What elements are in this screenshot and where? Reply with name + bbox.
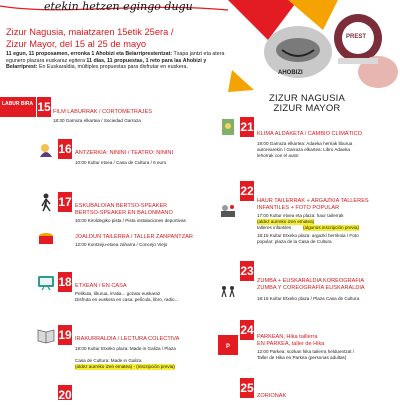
thumb-label: LABUR BIRA [2, 101, 34, 107]
event-note-spanish: (algunos inscripción previa) [303, 225, 359, 230]
event-day-18 [36, 272, 230, 312]
header-script-text: etekin hetzen egingo dugu [44, 0, 193, 13]
handball-icon [36, 192, 56, 212]
event-title: PARKEAN, Hika taillerra [257, 334, 318, 340]
page-title [6, 26, 228, 50]
event-day-24 [218, 320, 400, 365]
svg-text:P: P [225, 344, 231, 350]
title-line-basque: Zizur Nagusia, maiatzaren 15etik 25era / [6, 27, 174, 37]
place-title-basque: ZIZUR NAGUSIA [269, 93, 345, 104]
drum-icon [36, 228, 56, 248]
event-day-17 [36, 192, 230, 262]
event-desc-second: 12:00 Kontzeju-etxea zaharra / Concejo Viejo [75, 242, 168, 247]
event-desc-3: popular: plaza de la Casa de Cultura [257, 239, 332, 244]
place-title-spanish: ZIZUR MAYOR [273, 103, 341, 114]
tv-icon [36, 272, 56, 292]
event-day-21 [218, 117, 400, 167]
event-title: ESKUBALOIAN BERTSO-SPEAKER [75, 203, 168, 209]
event-title: KLIMA ALDAKETA / CAMBIO CLIMÁTICO [257, 131, 362, 137]
artwork-illustration [228, 0, 400, 92]
event-day-15 [0, 97, 230, 137]
theater-icon [36, 139, 56, 159]
event-title: FILM LABURRAK / CORTOMETRAJES [53, 109, 152, 115]
event-title: ZORIONAK [257, 393, 287, 399]
day-number: 25 [240, 378, 254, 398]
event-desc: 10:00 Kultur etxea / Casa de Cultura / 6 euro [75, 160, 167, 165]
climate-book-icon [218, 117, 238, 137]
day-number: 16 [58, 139, 72, 159]
event-desc-mid: talleres infantiles [257, 225, 292, 230]
event-desc-spanish: Disfruta en euskera en casa: película, libro, radio... [75, 297, 179, 302]
event-desc: 12:00 Parkea: sozkan hika tailerra helduentzat / [257, 349, 355, 354]
day-number: 17 [58, 192, 72, 212]
event-note: (aldez aurreko izen ematea) - (inscripción previa) [75, 364, 175, 369]
event-day-23 [218, 261, 400, 306]
artwork-label-prest: PREST [346, 34, 367, 40]
day-number: 24 [240, 320, 254, 340]
day-number: 23 [240, 261, 254, 281]
event-title: ZUMBA + EUSKARALDIA KOREOGRAFIA [257, 278, 365, 284]
intro-text [6, 51, 228, 71]
event-desc: 17:00 Kultur etxea eta plaza: haur tailerrak [257, 213, 344, 218]
day-number: 20 [58, 385, 72, 400]
event-desc: 19:00 Garraza elkartea: Adaeka herriak liburua [257, 141, 353, 146]
event-desc: 18:30 Garraza elkartea / Sociedad Garraza [53, 118, 141, 123]
day-number: 21 [240, 117, 254, 137]
day-number: 18 [58, 272, 72, 292]
event-desc-2: 18:15 Kultur Etxeko plaza: argazki herrikoia / Foto [257, 233, 359, 238]
event-day-25 [218, 378, 400, 400]
film-icon [0, 97, 36, 117]
intro-spanish-text: En Euskaraldia, múltiples propuestas para disfrutar en euskera. [37, 64, 188, 71]
event-desc-3: lehorrak con el autor [257, 153, 299, 158]
tools-icon [218, 201, 238, 221]
event-desc: 10:00 Kiroldegiko pista / Pista instalaciones deportivas [75, 218, 186, 223]
event-day-20 [36, 385, 230, 400]
event-desc: 19:00 Kultur Etxeko plaza: Made in Galiza / Plaza [75, 346, 176, 351]
place-title [237, 94, 377, 114]
event-title: IRAKURRALDIA / LECTURA COLECTIVA [75, 336, 180, 342]
event-title-spanish: EN PARKEA, taller de Hika [257, 341, 325, 347]
event-day-16 [36, 139, 230, 179]
book-icon [36, 325, 56, 345]
event-note: (aldez aurreko izen ematea) [257, 219, 315, 224]
event-title-spanish: INFANTILES + FOTO POPULAR [257, 205, 340, 211]
event-title-spanish: BERTSO-SPEAKER EN BALONMANO [75, 210, 173, 216]
event-title-second: JOALDUN TAILERRA / TALLER ZANPANTZAR [75, 234, 193, 240]
title-line-spanish: Zizur Mayor, del 15 al 25 de mayo [6, 39, 147, 49]
event-title: ETXEAN / EN CASA [75, 283, 127, 289]
day-number: 19 [58, 325, 72, 345]
event-title: ANTZERKIA: NININI / TEATRO: NININI [75, 150, 174, 156]
event-desc-2: autorearekin / Garraza elkartea: Libro Adaeka [257, 147, 350, 152]
event-title-spanish: ZUMBA Y COREOGRAFÍA EUSKARALDIA [257, 285, 365, 291]
event-desc-2: Taller de Hika en Parkea (personas adultas) [257, 355, 347, 360]
artwork-label-ahobizi: AHOBIZI [278, 70, 303, 76]
intro-basque-bold: 11 egun, 11 proposamen, erronka 1 Ahobizi eta Belarriprestentzat: [6, 51, 173, 57]
day-number: 22 [240, 181, 254, 201]
event-day-22 [218, 181, 400, 256]
event-day-19 [36, 325, 230, 380]
parkean-icon [218, 335, 238, 355]
day-number: 15 [37, 97, 51, 117]
header-artwork [228, 0, 400, 92]
event-desc-basque: Pelikula, liburua, irratia... gozatu euskaraz [75, 291, 161, 296]
dance-icon [218, 283, 238, 303]
intro-spanish-bold: 11 días, 11 propuestas, 1 reto para las Ahobizi y Belarriprest: [6, 57, 207, 71]
intro-basque-text: Txapa jantzi eta atera egunero plazara euskaraz egitera [6, 51, 225, 64]
event-title: HAUR TAILERRAK + ARGAZKIA TALLERES [257, 198, 369, 204]
event-desc: 18:15 Kultur Etxeko plaza / Plaza Casa de Cultura [257, 296, 360, 301]
event-desc-2: Casa de Cultura: Made in Galiza [75, 358, 142, 363]
